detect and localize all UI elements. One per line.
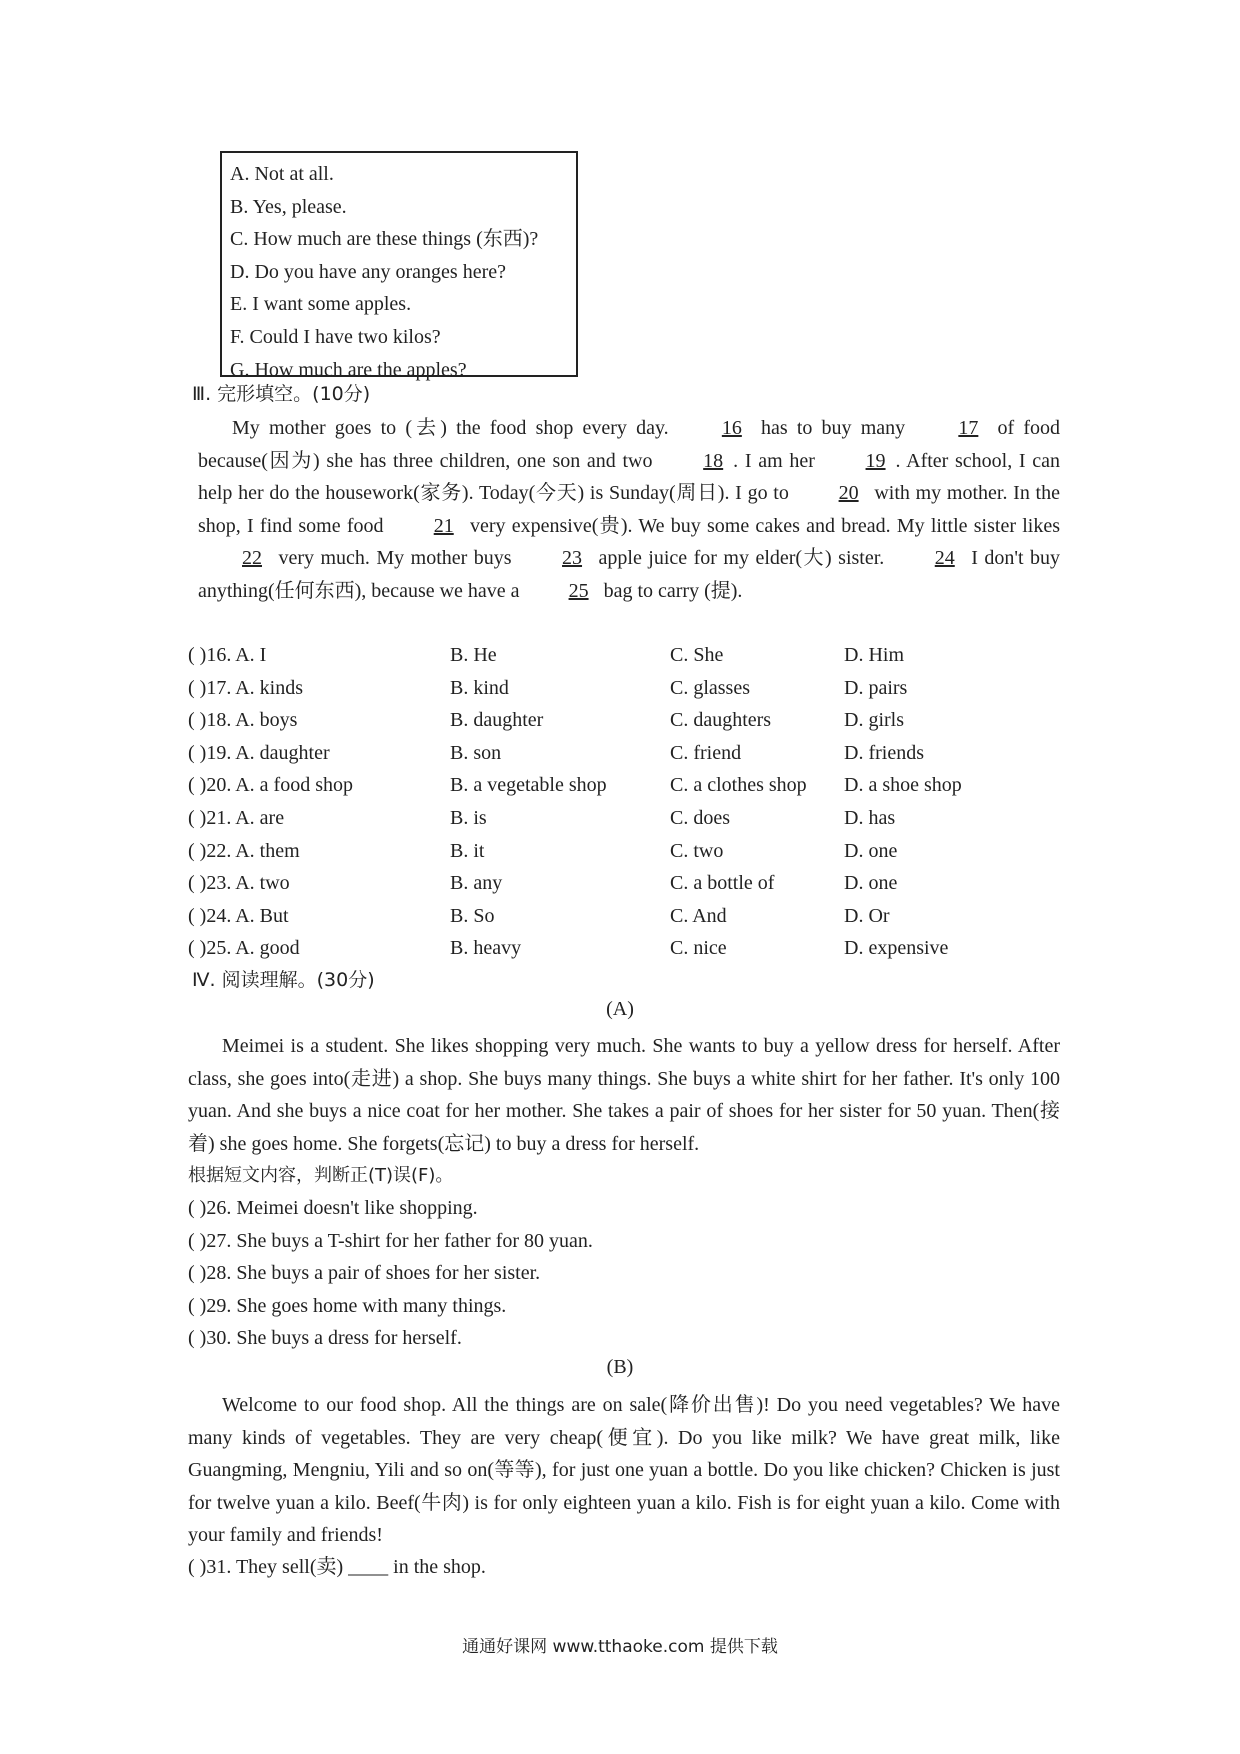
- question-number-option-a: ( )25. A. good: [188, 937, 300, 960]
- option-c: C. a clothes shop: [670, 774, 807, 797]
- option-d: D. friends: [844, 741, 924, 764]
- option-c: C. daughters: [670, 709, 772, 732]
- passage-segment: very expensive(贵). We buy some cakes and bread. My little sister likes: [463, 514, 1060, 537]
- cloze-passage-text: [198, 412, 1060, 608]
- option-5: F. Could I have two kilos?: [230, 325, 441, 348]
- cloze-question-row: [188, 737, 1068, 770]
- cloze-question-row: [188, 835, 1068, 868]
- true-false-statement: ( )29. She goes home with many things.: [188, 1294, 507, 1317]
- passage-segment: of food because(因为) she has three children, one son and two: [198, 417, 1060, 472]
- option-c: C. a bottle of: [670, 872, 775, 895]
- cloze-blank[interactable]: 20: [838, 482, 859, 505]
- footer-source: 通通好课网 www.tthaoke.com 提供下载: [462, 1637, 778, 1657]
- passage-segment: My mother goes to (去) the food shop every day.: [232, 417, 678, 439]
- question-number-option-a: ( )21. A. are: [188, 807, 285, 829]
- true-false-statement: ( )27. She buys a T-shirt for her father for 80 yuan.: [188, 1229, 593, 1252]
- option-b: B. heavy: [450, 937, 522, 960]
- cloze-blank[interactable]: 17: [958, 417, 979, 439]
- part-b-label: (B): [606, 1356, 634, 1378]
- cloze-blank[interactable]: 24: [934, 547, 955, 570]
- option-2: C. How much are these things (东西)?: [230, 228, 539, 251]
- cloze-question-row: [188, 802, 1068, 835]
- option-d: D. has: [844, 807, 896, 829]
- option-d: D. Him: [844, 644, 904, 666]
- option-b: B. it: [450, 839, 485, 862]
- passage-segment: apple juice for my elder(大) sister.: [592, 547, 891, 570]
- passage-segment: bag to carry (提).: [598, 579, 743, 602]
- question-number-option-a: ( )22. A. them: [188, 839, 300, 862]
- cloze-question-row: [188, 639, 1068, 672]
- true-false-statement: ( )26. Meimei doesn't like shopping.: [188, 1197, 478, 1219]
- passage-segment: . I am her: [733, 449, 822, 472]
- cloze-question-row: [188, 900, 1068, 933]
- reading-b-passage: [188, 1389, 1060, 1552]
- option-c: C. She: [670, 644, 724, 666]
- option-d: D. one: [844, 872, 898, 895]
- question-number-option-a: ( )24. A. But: [188, 904, 289, 927]
- option-b: B. a vegetable shop: [450, 774, 607, 797]
- option-1: B. Yes, please.: [230, 195, 347, 218]
- option-6: G. How much are the apples?: [230, 358, 467, 381]
- passage-segment: I don't buy anything(任何东西), because we have a: [198, 547, 1060, 602]
- option-d: D. expensive: [844, 937, 949, 960]
- option-b: B. So: [450, 904, 495, 927]
- option-b: B. son: [450, 741, 502, 764]
- section-4-heading: Ⅳ. 阅读理解。(30分): [192, 969, 375, 991]
- question-number-option-a: ( )19. A. daughter: [188, 741, 330, 764]
- option-4: E. I want some apples.: [230, 293, 412, 316]
- option-b: B. kind: [450, 676, 509, 699]
- option-b: B. daughter: [450, 709, 544, 732]
- section-3-heading: Ⅲ. 完形填空。(10分): [192, 383, 371, 405]
- passage-segment: very much. My mother buys: [272, 547, 519, 570]
- question-number-option-a: ( )16. A. I: [188, 644, 267, 666]
- cloze-blank[interactable]: 16: [721, 417, 742, 439]
- cloze-passage: [198, 412, 1060, 608]
- cloze-question-row: [188, 769, 1068, 802]
- reading-a-instruction: 根据短文内容，判断正(T)误(F)。: [188, 1165, 454, 1187]
- passage-segment: has to buy many: [751, 417, 915, 439]
- cloze-blank[interactable]: 22: [242, 547, 262, 570]
- cloze-blank[interactable]: 18: [703, 449, 724, 472]
- cloze-blank[interactable]: 23: [562, 547, 583, 570]
- cloze-question-row: [188, 672, 1068, 705]
- option-c: C. And: [670, 904, 727, 927]
- true-false-statement: ( )30. She buys a dress for herself.: [188, 1327, 462, 1350]
- dialogue-options-box: [220, 151, 578, 381]
- cloze-blank[interactable]: 25: [568, 579, 589, 602]
- option-d: D. girls: [844, 709, 904, 732]
- option-c: C. two: [670, 839, 724, 862]
- question-31: ( )31. They sell(卖) ____ in the shop.: [188, 1556, 486, 1578]
- reading-a-passage: [188, 1030, 1060, 1193]
- option-c: C. does: [670, 807, 730, 829]
- option-d: D. pairs: [844, 676, 908, 699]
- option-c: C. glasses: [670, 676, 750, 699]
- option-d: D. one: [844, 839, 898, 862]
- option-b: B. any: [450, 872, 503, 895]
- reading-b-text: Welcome to our food shop. All the things are on sale(降价出售)! Do you need vegetables? We have many kinds of vegetables. They are very cheap(便宜). Do you like milk? We have great milk, like Guangming, Mengniu, Yili and so on(等等), for just one yuan a bottle. Do you like chicken? Chicken is just for twelve yuan a kilo. Beef(牛肉) is for only eighteen yuan a kilo. Fish is for eight yuan a kilo. Come with your family and friends!: [188, 1394, 1060, 1547]
- option-0: A. Not at all.: [230, 163, 334, 185]
- option-b: B. He: [450, 644, 497, 666]
- cloze-question-row: [188, 867, 1068, 900]
- question-number-option-a: ( )23. A. two: [188, 872, 290, 895]
- cloze-blank[interactable]: 21: [433, 514, 454, 537]
- true-false-statement: ( )28. She buys a pair of shoes for her sister.: [188, 1262, 541, 1285]
- passage-segment: with my mother. In the shop, I find some food: [198, 482, 1060, 537]
- part-a-label: (A): [606, 998, 634, 1020]
- option-d: D. Or: [844, 904, 890, 927]
- cloze-question-row: [188, 704, 1068, 737]
- option-c: C. nice: [670, 937, 727, 960]
- option-c: C. friend: [670, 741, 742, 764]
- cloze-blank[interactable]: 19: [865, 449, 886, 472]
- reading-a-text: Meimei is a student. She likes shopping very much. She wants to buy a yellow dress for herself. After class, she goes into(走进) a shop. She buys many things. She buys a white shirt for her father. It's only 100 yuan. And she buys a nice coat for her mother. She takes a pair of shoes for her sister for 50 yuan. Then(接着) she goes home. She forgets(忘记) to buy a dress for herself.: [188, 1035, 1060, 1155]
- passage-segment: . After school, I can help her do the housework(家务). Today(今天) is Sunday(周日). I go to: [198, 449, 1061, 505]
- option-3: D. Do you have any oranges here?: [230, 260, 507, 283]
- question-number-option-a: ( )17. A. kinds: [188, 676, 303, 699]
- option-d: D. a shoe shop: [844, 774, 962, 797]
- cloze-question-row: [188, 932, 1068, 965]
- question-number-option-a: ( )20. A. a food shop: [188, 774, 353, 797]
- question-number-option-a: ( )18. A. boys: [188, 709, 298, 732]
- option-b: B. is: [450, 807, 487, 829]
